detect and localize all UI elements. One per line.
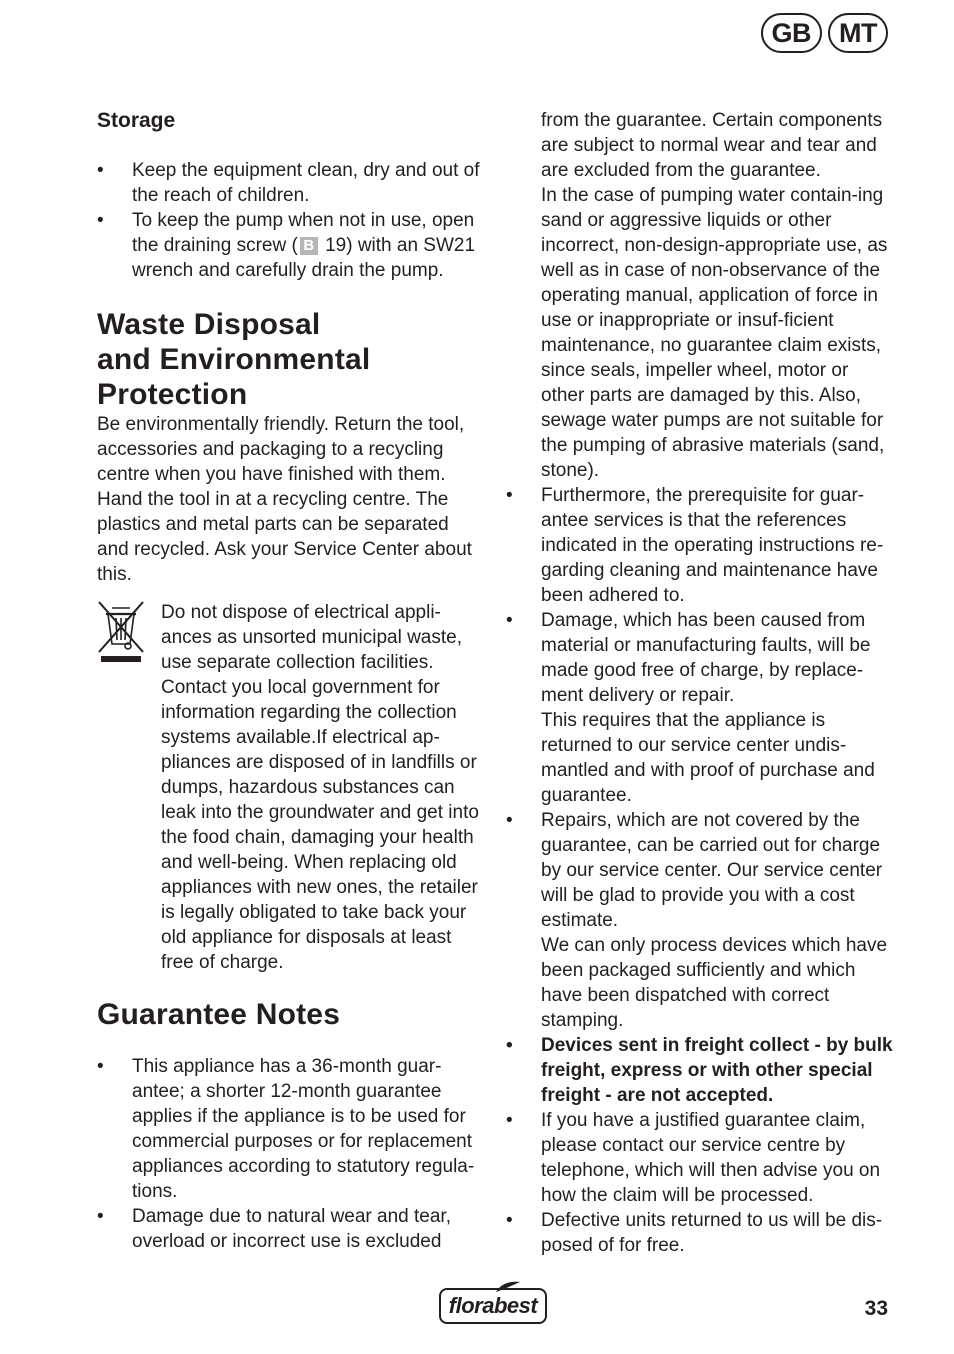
guarantee-bullet-2-extra: In the case of pumping water contain-ing sand or aggressive liquids or other incorrect, non-design-appropriate use, as well as in case of non-observance of the operating manual, application of force in use or inappropriate or insuf-ficient maintenance, no guarantee claim exists, since seals, impeller wheel, motor or other parts are damaged by this. Also, sewage water pumps are not suitable for the pumping of abrasive materials (sand, stone). [541,185,888,481]
guarantee-bullet-5 [541,808,896,1033]
logo-text: florabest [448,1293,538,1318]
waste-disposal-heading [97,307,482,412]
guarantee-bullet-3: • Furthermore, the prerequisite for guar-antee services is that the references indicated in the operating instructions re-garding cleaning and maintenance have been adhered to. [541,483,896,608]
guarantee-bullet-1: • This appliance has a 36-month guar-antee; a shorter 12-month guarantee applies if the appliance is to be used for commercial purposes or for replacement appliances according to statutory regula-tions. [97,1054,482,1204]
guarantee-bullet-4-text: Damage, which has been caused from material or manufacturing faults, will be made good free of charge, by replace-ment delivery or repair. [541,610,871,706]
guarantee-heading: Guarantee Notes [97,998,341,1031]
language-badges [761,13,888,53]
guarantee-bullet-defective: • Defective units returned to us will be dis-posed of for free. [541,1208,896,1258]
waste-intro-paragraph: Be environmentally friendly. Return the tool, accessories and packaging to a recycling centre when you have finished with them. Hand the tool in at a recycling centre. The plastics and metal parts can be separated and recycled. Ask your Service Center about this. [97,414,472,585]
storage-bullet-1: • Keep the equipment clean, dry and out of the reach of children. [97,158,482,208]
waste-heading-line-2: and Environmental [97,343,371,376]
guarantee-bullet-claim: • If you have a justified guarantee claim, please contact our service centre by telephone, which will then advise you on how the claim will be processed. [541,1108,896,1208]
guarantee-bullet-2-continued [541,108,896,483]
guarantee-list-right [506,483,896,1258]
guarantee-bullet-freight: • Devices sent in freight collect - by bulk freight, express or with other special freight - are not accepted. [541,1033,896,1108]
waste-heading-line-3: Protection [97,378,248,411]
storage-list [97,158,482,283]
guarantee-bullet-4 [541,608,896,808]
leaf-icon [495,1281,521,1293]
language-badge-gb: GB [761,13,823,53]
language-badge-mt: MT [828,13,888,53]
guarantee-bullet-5-text: Repairs, which are not covered by the guarantee, can be carried out for charge by our service center. Our service center will be glad to provide you with a cost estimate. [541,810,883,931]
figure-key-b: B [300,237,318,255]
guarantee-bullet-5-extra: We can only process devices which have been packaged sufficiently and which have been dispatched with correct stamping. [541,935,888,1031]
waste-heading-line-1: Waste Disposal [97,308,321,341]
guarantee-bullet-4-extra: This requires that the appliance is returned to our service center undis-mantled and with proof of purchase and guarantee. [541,710,875,806]
crossed-out-wheelie-bin-icon [97,600,145,664]
storage-bullet-2 [97,208,482,283]
guarantee-list-left [97,1054,482,1254]
guarantee-bullet-2-continuation: from the guarantee. Certain components are subject to normal wear and tear and are excluded from the guarantee. [541,110,883,181]
florabest-logo [439,1288,547,1324]
storage-heading: Storage [97,109,176,132]
guarantee-bullet-2: • Damage due to natural wear and tear, overload or incorrect use is excluded [97,1204,482,1254]
storage-bullet-2-text-start: To keep the pump when not in use, open the draining screw ( [132,210,475,256]
storage-bullet-2-text-end: 19) with an SW21 wrench and carefully drain the pump. [132,235,476,281]
right-column [506,108,896,1258]
left-column [97,108,482,1254]
weee-notice [97,600,482,975]
page-number: 33 [864,1297,888,1320]
weee-notice-text: Do not dispose of electrical appli-ances as unsorted municipal waste, use separate collection facilities. Contact you local government for information regarding the collection systems available.If electrical ap-pliances are disposed of in landfills or dumps, hazardous substances can leak into the groundwater and get into the food chain, damaging your health and well-being. When replacing old appliances with new ones, the retailer is legally obligated to take back your old appliance for disposals at least free of charge. [161,602,479,973]
